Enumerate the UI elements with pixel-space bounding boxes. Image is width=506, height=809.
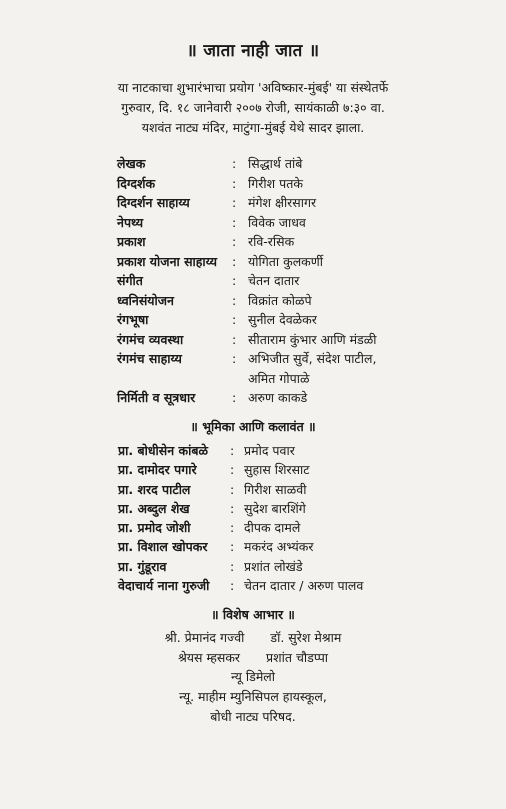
credit-role: लेखक	[117, 156, 146, 171]
thanks-name: प्रशांत चौडप्पा	[266, 649, 329, 665]
credit-role: रंगमंच व्यवस्था	[117, 331, 184, 347]
separator: :	[232, 273, 237, 288]
cast-row	[118, 480, 498, 499]
separator: :	[232, 175, 237, 191]
credit-name: सिद्धार्थ तांबे	[248, 156, 303, 171]
intro-line: या नाटकाचा शुभारंभाचा प्रयोग 'अविष्कार-मुंबई' या संस्थेतर्फे	[117, 80, 389, 95]
credit-row	[117, 330, 497, 350]
credit-name: रवि-रसिक	[248, 234, 295, 249]
thanks-name: श्रेयस म्हसकर	[177, 649, 241, 665]
cast-row	[118, 537, 498, 556]
separator: :	[230, 558, 235, 574]
character-name: वेदाचार्य नाना गुरुजी	[118, 578, 210, 594]
credit-role: रंगमंच साहाय्य	[117, 351, 182, 366]
thanks-row: न्यू. माहीम म्युनिसिपल हायस्कूल,	[179, 689, 327, 704]
actor-name: प्रमोद पवार	[244, 443, 295, 458]
credit-name: अभिजीत सुर्वे, संदेश पाटील,	[248, 351, 377, 366]
thanks-row: बोधी नाट्य परिषद.	[210, 709, 296, 724]
separator: :	[230, 462, 235, 478]
credit-role: प्रकाश योजना साहाय्य	[117, 253, 218, 269]
separator: :	[232, 214, 237, 230]
credit-name: मंगेश क्षीरसागर	[248, 195, 317, 210]
separator: :	[232, 234, 237, 249]
character-name: प्रा. शरद पाटील	[118, 481, 191, 497]
character-name: प्रा. अब्दुल शेख	[118, 500, 190, 516]
credit-name: सीताराम कुंभार आणि मंडळी	[248, 331, 377, 347]
separator: :	[232, 351, 237, 366]
credit-row	[117, 271, 497, 291]
credit-row	[117, 232, 497, 252]
separator: :	[232, 390, 237, 405]
credit-row	[117, 310, 497, 330]
credit-name: विक्रांत कोळपे	[248, 292, 312, 308]
thanks-row	[0, 648, 506, 668]
credit-role: संगीत	[117, 273, 143, 288]
intro-line: गुरुवार, दि. १८ जानेवारी २००७ रोजी, सायंकाळी ७:३० वा.	[121, 100, 385, 115]
credit-name: अमित गोपाळे	[248, 370, 310, 386]
actor-name: गिरीश साळवी	[244, 481, 307, 497]
cast-row	[118, 557, 498, 576]
credit-row	[117, 291, 497, 311]
character-name: प्रा. दामोदर पगारे	[118, 462, 197, 478]
intro-paragraph	[0, 78, 506, 138]
thanks-name: श्री. प्रेमानंद गज्वी	[164, 630, 245, 645]
character-name: प्रा. गुंडूराव	[118, 558, 167, 574]
credit-row	[117, 252, 497, 272]
actor-name: सुहास शिरसाट	[244, 462, 310, 478]
actor-name: सुदेश बारशिंगे	[244, 500, 306, 516]
credit-role: दिग्दर्शक	[117, 175, 156, 191]
cast-list	[118, 441, 498, 595]
separator: :	[232, 331, 237, 347]
credit-row	[117, 349, 497, 369]
thanks-row	[0, 628, 506, 648]
actor-name: मकरंद अभ्यंकर	[244, 539, 314, 555]
credit-role: ध्वनिसंयोजन	[117, 292, 174, 308]
credit-name: चेतन दातार	[248, 273, 300, 288]
separator: :	[230, 539, 235, 555]
credit-row	[117, 174, 497, 194]
thanks-heading: ॥ विशेष आभार ॥	[211, 607, 295, 622]
character-name: प्रा. विशाल खोपकर	[118, 539, 208, 555]
thanks-list	[0, 628, 506, 727]
separator: :	[230, 578, 235, 594]
credit-row	[117, 154, 497, 174]
cast-row	[118, 576, 498, 595]
credit-role: निर्मिती व सूत्रधार	[117, 390, 196, 405]
credits-list	[117, 154, 497, 408]
actor-name: चेतन दातार / अरुण पालव	[244, 578, 364, 594]
intro-line: यशवंत नाट्य मंदिर, माटुंगा-मुंबई येथे सादर झाला.	[141, 120, 365, 135]
cast-heading: ॥ भूमिका आणि कलावंत ॥	[190, 419, 316, 434]
credit-name: गिरीश पतके	[248, 175, 303, 191]
credit-row	[117, 388, 497, 408]
separator: :	[230, 481, 235, 497]
actor-name: प्रशांत लोखंडे	[244, 558, 303, 574]
page-title: ॥ जाता नाही जात ॥	[186, 41, 320, 61]
separator: :	[230, 520, 235, 536]
separator: :	[230, 443, 235, 458]
credit-role: प्रकाश	[117, 234, 146, 249]
cast-row	[118, 460, 498, 479]
actor-name: दीपक दामले	[244, 520, 301, 536]
credit-role: रंगभूषा	[117, 312, 149, 327]
credit-row	[117, 193, 497, 213]
thanks-row: न्यू डिमेलो	[230, 669, 276, 684]
credit-row-continuation	[117, 369, 497, 389]
separator: :	[232, 156, 237, 171]
cast-row	[118, 441, 498, 460]
credit-name: अरुण काकडे	[248, 390, 308, 405]
credit-row	[117, 213, 497, 233]
separator: :	[232, 312, 237, 327]
character-name: प्रा. बोधीसेन कांबळे	[118, 443, 208, 458]
separator: :	[232, 253, 237, 269]
credit-name: विवेक जाधव	[248, 214, 306, 230]
cast-row	[118, 518, 498, 537]
character-name: प्रा. प्रमोद जोशी	[118, 520, 191, 536]
thanks-name: डॉ. सुरेश मेश्राम	[270, 630, 342, 645]
credit-role: नेपथ्य	[117, 214, 144, 230]
separator: :	[232, 292, 237, 308]
separator: :	[232, 195, 237, 210]
separator: :	[230, 500, 235, 516]
cast-row	[118, 499, 498, 518]
credit-role: दिग्दर्शन साहाय्य	[117, 195, 190, 210]
credit-name: योगिता कुलकर्णी	[248, 253, 324, 269]
credit-name: सुनील देवळेकर	[248, 312, 317, 327]
